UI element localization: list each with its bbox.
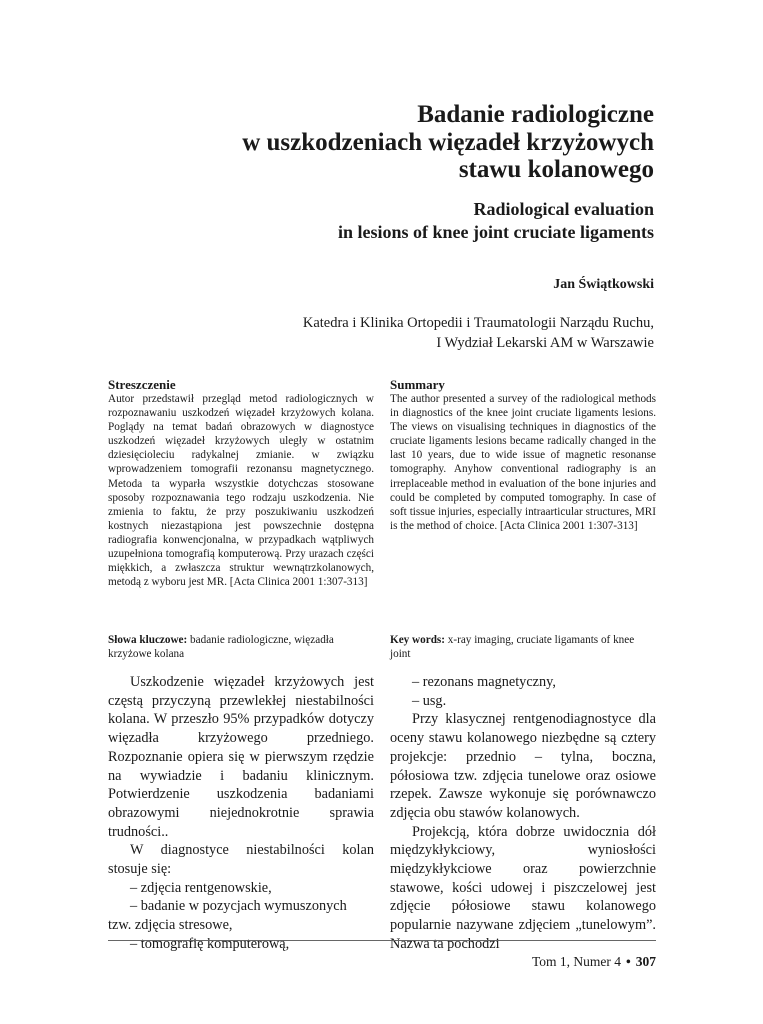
article-subtitle <box>94 198 654 244</box>
affiliation-line-2: I Wydział Lekarski AM w Warszawie <box>436 335 654 351</box>
body-paragraph-3: Przy klasycznej rentgenodiagnostyce dla oceny stawu kolanowego niezbędne są cztery projekcje: przednio – tylna, boczna, półosiowa tzw. zdjęcia tunelowe oraz osiowe rzepek. Zawsze wykonuje się porównawczo zdjęcia obu stawów kolanowych. <box>390 711 656 821</box>
author-name: Jan Świątkowski <box>553 277 654 292</box>
page-number: 307 <box>635 954 656 969</box>
keywords-english-text: x-ray imaging, cruciate ligamants of knee joint <box>390 634 635 661</box>
list-item-continuation: tzw. zdjęcia stresowe, <box>108 917 233 934</box>
list-item: – rezonans magnetyczny, <box>412 674 556 690</box>
body-paragraph-1: Uszkodzenie więzadeł krzyżowych jest częstą przyczyną przewlekłej niestabilności kolana. W przeszło 95% przypadków dotyczy więzadła krzyżowego przedniego. Rozpoznanie opiera się w pierwszym rzędzie na wywiadzie i badaniu klinicznym. Potwierdzenie uszkodzenia badaniami obrazowymi niejednokrotnie sprawia trudności.. <box>108 674 374 840</box>
abstract-polish-text: Autor przedstawił przegląd metod radiologicznych w rozpoznawaniu uszkodzeń więzadeł krzyżowych kolana. Poglądy na temat badań obrazowych w diagnostyce uszkodzeń więzadeł krzyżowych uległy w ostatnim dziesięcioleciu radykalnej zmianie. w związku wprowadzeniem tomografii rezonansu magnetycznego. Metoda ta wyparła wszystkie dotychczas stosowane sposoby rozpoznawania tego rodzaju uszkodzenia. Nie zmienia to faktu, że przy poszukiwaniu uszkodzeń kostnych niezastąpiona jest powszechnie dostępna radiografia konwencjonalna, w przypadkach wątpliwych uzupełniona tomografią komputerową. Przy urazach części miękkich, a zwłaszcza struktur wewnątrzkolanowych, metodą z wyboru jest MR. [Acta Clinica 2001 1:307-313] <box>108 393 374 589</box>
keywords-polish <box>108 633 374 661</box>
body-column-left <box>108 673 374 954</box>
keywords-english-label: Key words: <box>390 634 445 646</box>
title-line-1: Badanie radiologiczne <box>417 101 654 128</box>
keywords-polish-label: Słowa kluczowe: <box>108 634 188 646</box>
affiliation <box>94 313 654 353</box>
body-column-right <box>390 673 656 954</box>
list-item: – tomografię komputerową, <box>130 935 290 952</box>
article-title <box>94 101 654 184</box>
body-paragraph-4: Projekcją, która dobrze uwidocznia dół międzykłykciowy, wyniosłości międzykłykciowe oraz powierzchnie stawowe, kości udowej i piszczelowej jest zdjęcie półosiowe stawu kolanowego popularnie nazywane zdjęciem „tunelowym”. Nazwa ta pochodzi <box>390 823 656 952</box>
list-item: – badanie w pozycjach wymuszonych <box>130 898 347 915</box>
abstract-english <box>390 377 656 533</box>
title-line-3: stawu kolanowego <box>458 156 654 183</box>
journal-volume: Tom 1, Numer 4 <box>531 954 622 969</box>
abstract-polish <box>108 377 374 589</box>
affiliation-line-1: Katedra i Klinika Ortopedii i Traumatologii Narządu Ruchu, <box>302 315 654 331</box>
footer-divider <box>108 940 656 941</box>
keywords-polish-text: badanie radiologiczne, więzadła krzyżowe kolana <box>108 634 334 661</box>
abstract-polish-heading: Streszczenie <box>108 377 176 392</box>
title-line-2: w uszkodzeniach więzadeł krzyżowych <box>242 128 654 156</box>
subtitle-line-1: Radiological evaluation <box>473 199 654 219</box>
keywords-english <box>390 633 656 661</box>
abstract-english-text: The author presented a survey of the radiological methods in diagnostics of the knee joint cruciate ligaments lesions. The views on visualising techniques in diagnostics of the cruciate ligaments lesions became radically changed in the last 10 years, due to wide issue of magnetic resonanse tomography. Anyhow conventional radiography is an irreplaceable method in evaluation of the bone injuries and could be completed by computed tomography. In case of soft tissue injuries, especially intraarticular structures, MRI is the method of choice. [Acta Clinica 2001 1:307-313] <box>390 393 656 532</box>
body-paragraph-2: W diagnostyce niestabilności kolan stosuje się: <box>108 842 374 878</box>
subtitle-line-2: in lesions of knee joint cruciate ligaments <box>338 222 654 242</box>
bullet-separator: • <box>626 954 631 969</box>
list-item: – usg. <box>412 692 447 709</box>
abstract-english-heading: Summary <box>390 377 445 392</box>
page-footer <box>532 954 656 970</box>
list-item: – zdjęcia rentgenowskie, <box>130 879 272 896</box>
